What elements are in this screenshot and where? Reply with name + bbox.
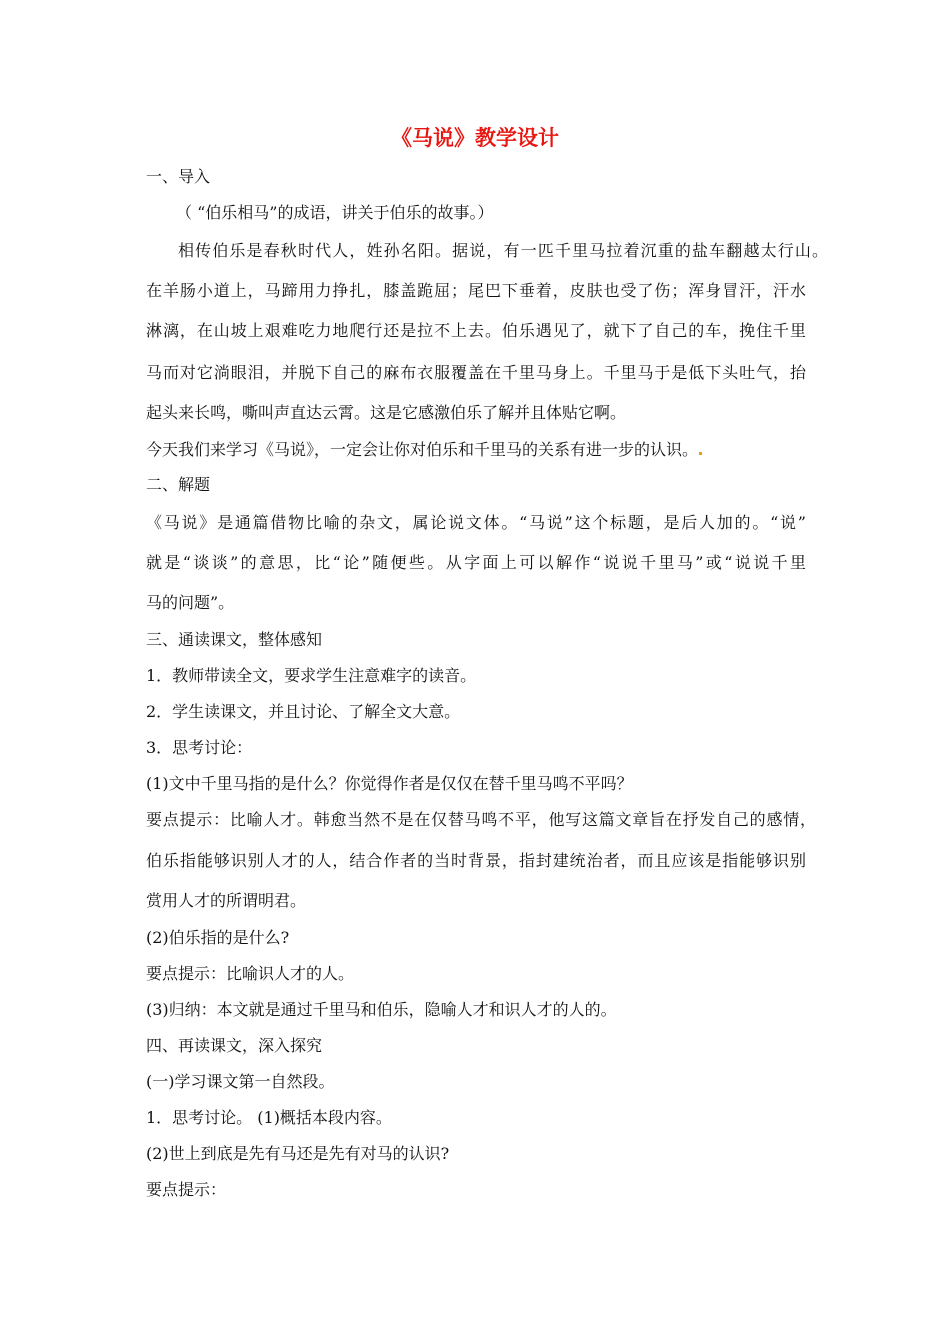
paragraph-line: 相传伯乐是春秋时代人，姓孙名阳。据说，有一匹千里马拉着沉重的盐车翻越太行山。: [178, 241, 828, 260]
paragraph-line: 就是“谈谈”的意思，比“论”随便些。从字面上可以解作“说说千里马”或“说说千里: [146, 553, 806, 572]
section-heading: 一、导入: [146, 167, 211, 186]
paragraph-line: 在羊肠小道上，马蹄用力挣扎，膝盖跪屈；尾巴下垂着，皮肤也受了伤；浑身冒汗，汗水: [146, 281, 806, 300]
paragraph-line: 淋漓，在山坡上艰难吃力地爬行还是拉不上去。伯乐遇见了，就下了自己的车，挽住千里: [146, 321, 806, 340]
paragraph-line: 马的问题”。: [146, 593, 235, 612]
answer-line: 伯乐指能够识别人才的人，结合作者的当时背景，指封建统治者，而且应该是指能够识别: [146, 851, 806, 870]
paragraph-text: 今天我们来学习《马说》，一定会让你对伯乐和千里马的关系有进一步的认识。: [146, 440, 699, 459]
answer-line: 要点提示：比喻识人才的人。: [146, 964, 355, 983]
section-heading: 四、再读课文，深入探究: [146, 1036, 323, 1055]
list-item: 3．思考讨论：: [146, 738, 253, 757]
question-line: (2)世上到底是先有马还是先有对马的认识?: [146, 1144, 450, 1163]
paragraph-line: 《马说》是通篇借物比喻的杂文，属论说文体。“马说”这个标题，是后人加的。“说”: [146, 513, 806, 532]
paragraph-line: 起头来长鸣，嘶叫声直达云霄。这是它感激伯乐了解并且体贴它啊。: [146, 403, 627, 422]
question-line: (1)文中千里马指的是什么？你觉得作者是仅仅在替千里马鸣不平吗？: [146, 774, 633, 793]
answer-line: 要点提示：比喻人才。韩愈当然不是在仅替马鸣不平，他写这篇文章旨在抒发自己的感情，: [146, 810, 816, 829]
list-item: 2．学生读课文，并且讨论、了解全文大意。: [146, 702, 461, 721]
paragraph-line: （ “伯乐相马”的成语，讲关于伯乐的故事。）: [176, 203, 494, 222]
mark-dot: [699, 452, 702, 455]
paragraph-line: 马而对它淌眼泪，并脱下自己的麻布衣服覆盖在千里马身上。千里马于是低下头吐气，抬: [146, 363, 806, 382]
section-heading: 三、通读课文，整体感知: [146, 630, 323, 649]
summary-line: (3)归纳：本文就是通过千里马和伯乐，隐喻人才和识人才的人的。: [146, 1000, 617, 1019]
question-line: (2)伯乐指的是什么?: [146, 928, 290, 947]
page-title: 《马说》教学设计: [391, 126, 559, 150]
list-item: 1．教师带读全文，要求学生注意难字的读音。: [146, 666, 477, 685]
sub-heading: (一)学习课文第一自然段。: [146, 1072, 335, 1091]
answer-line: 赏用人才的所谓明君。: [146, 891, 307, 910]
list-item: 1．思考讨论。 (1)概括本段内容。: [146, 1108, 392, 1127]
section-heading: 二、解题: [146, 475, 211, 494]
paragraph-line: [146, 437, 703, 460]
answer-line: 要点提示：: [146, 1180, 227, 1199]
